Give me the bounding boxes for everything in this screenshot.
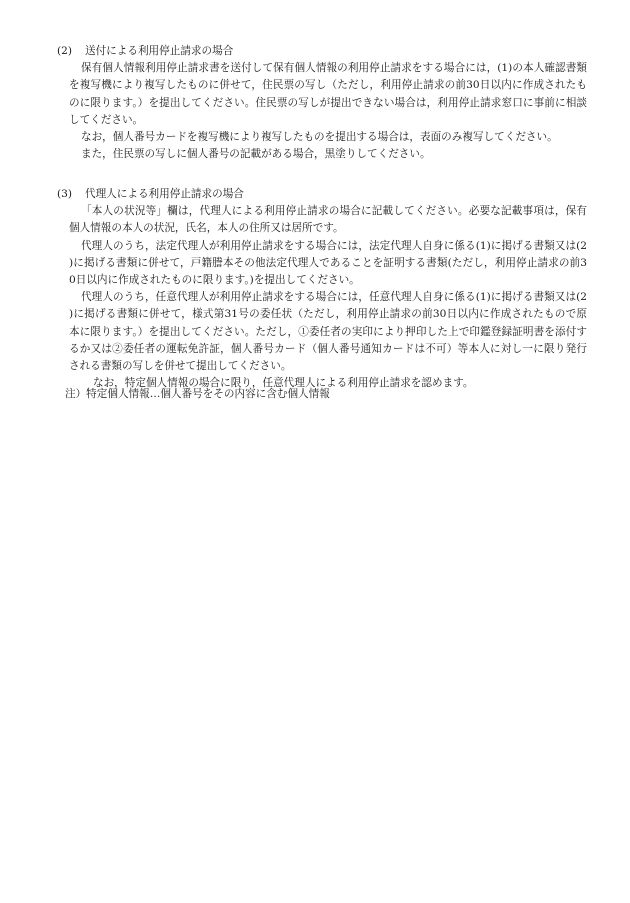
section-heading bbox=[57, 43, 587, 60]
paragraph: なお，個人番号カードを複写機により複写したものを提出する場合は，表面のみ複写してください。 bbox=[81, 131, 558, 144]
section-number: (3) bbox=[57, 188, 73, 200]
footnote: 注）特定個人情報…個人番号をその内容に含む個人情報 bbox=[65, 388, 330, 400]
section-title: 送付による利用停止請求の場合 bbox=[85, 45, 234, 57]
paragraph: 代理人のうち，法定代理人が利用停止請求をする場合には，法定代理人自身に係る(1)に掲げる書類又は(2)に掲げる書類に併せて，戸籍謄本その他法定代理人であることを証明する書類(ただし，利用停止請求の前30日以内に作成されたものに限ります。)を提出してください。 bbox=[69, 239, 587, 287]
paragraph: 保有個人情報利用停止請求書を送付して保有個人情報の利用停止請求をする場合には，(1)の本人確認書類を複写機により複写したものに併せて，住民票の写し（ただし，利用停止請求の前30日以内に作成されたものに限ります。）を提出してください。住民票の写しが提出できない場合は，利用停止請求窓口に事前に相談してください。 bbox=[69, 62, 587, 126]
paragraph: なお，特定個人情報の場合に限り，任意代理人による利用停止請求を認めます。 bbox=[93, 377, 474, 390]
section-agent-request bbox=[57, 186, 587, 392]
paragraph: また，住民票の写しに個人番号の記載がある場合，黒塗りしてください。 bbox=[81, 148, 431, 161]
section-heading bbox=[57, 186, 587, 203]
section-mail-request bbox=[57, 43, 587, 163]
section-number: (2) bbox=[57, 45, 73, 57]
paragraph: 代理人のうち，任意代理人が利用停止請求をする場合には，任意代理人自身に係る(1)に掲げる書類又は(2)に掲げる書類に併せて，様式第31号の委任状（ただし，利用停止請求の前30日以内に作成されたもので原本に限ります。）を提出してください。ただし，①委任者の実印により押印した上で印鑑登録証明書を添付するか又は②委任者の運転免許証，個人番号カード（個人番号通知カードは不可）等本人に対し一に限り発行される書類の写しを併せて提出してください。 bbox=[69, 291, 587, 373]
section-title: 代理人による利用停止請求の場合 bbox=[85, 188, 244, 200]
paragraph: 「本人の状況等」欄は，代理人による利用停止請求の場合に記載してください。必要な記載事項は，保有個人情報の本人の状況，氏名，本人の住所又は居所です。 bbox=[69, 205, 587, 235]
